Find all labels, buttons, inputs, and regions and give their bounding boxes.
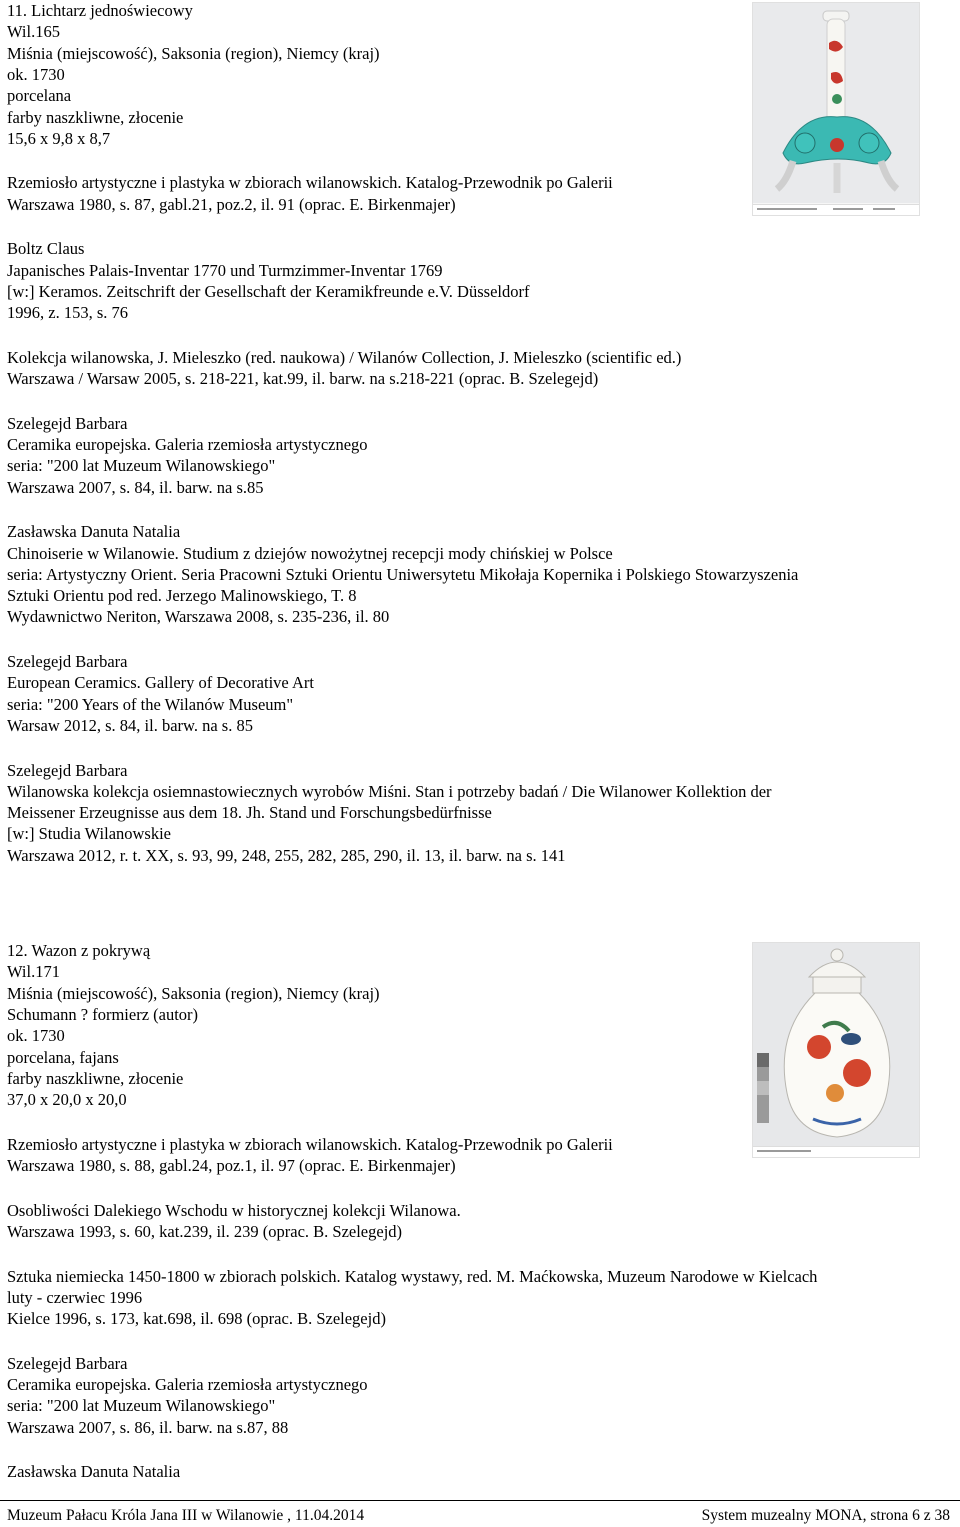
bibliography-line: Ceramika europejska. Galeria rzemiosła artystycznego	[7, 435, 368, 454]
bibliography-line: Chinoiserie w Wilanowie. Studium z dziejów nowożytnej recepcji mody chińskiej w Polsce	[7, 543, 613, 563]
object-field: porcelana	[7, 86, 72, 106]
bibliography-line: luty - czerwiec 1996	[7, 1287, 143, 1307]
bibliography-line: Szelegejd Barbara	[7, 760, 128, 780]
bibliography-line: Kolekcja wilanowska, J. Mieleszko (red. naukowa) / Wilanów Collection, J. Mieleszko (scientific ed.)	[7, 347, 682, 367]
object-field: Wil.165	[7, 22, 60, 42]
bibliography-line: seria: "200 lat Muzeum Wilanowskiego"	[7, 456, 276, 476]
candlestick-photo	[752, 2, 920, 216]
object-field: Wil.171	[7, 962, 60, 982]
object-field: Miśnia (miejscowość), Saksonia (region), Niemcy (kraj)	[7, 43, 380, 63]
vase-photo	[752, 942, 920, 1158]
bibliography-line: Warsaw 2012, s. 84, il. barw. na s. 85	[7, 715, 253, 735]
bibliography-line: Meissener Erzeugnisse aus dem 18. Jh. Stand und Forschungsbedürfnisse	[7, 803, 492, 823]
object-field: ok. 1730	[7, 1026, 65, 1046]
bibliography-line: seria: "200 lat Muzeum Wilanowskiego"	[7, 1396, 276, 1416]
object-field: farby naszkliwne, złocenie	[7, 107, 184, 127]
bibliography-line: Szelegejd Barbara	[7, 652, 128, 671]
bibliography-line: Warszawa 2012, r. t. XX, s. 93, 99, 248, 255, 282, 285, 290, il. 13, il. barw. na s. 141	[7, 845, 566, 865]
bibliography-line: Zasławska Danuta Natalia	[7, 1462, 181, 1482]
object-field: 37,0 x 20,0 x 20,0	[7, 1090, 127, 1110]
bibliography-line: Warszawa / Warsaw 2005, s. 218-221, kat.99, il. barw. na s.218-221 (oprac. B. Szelegejd)	[7, 369, 599, 389]
footer-page-info: System muzealny MONA, strona 6 z 38	[701, 1507, 950, 1524]
bibliography-line: Kielce 1996, s. 173, kat.698, il. 698 (oprac. B. Szelegejd)	[7, 1309, 386, 1329]
bibliography-line: Warszawa 2007, s. 86, il. barw. na s.87, 88	[7, 1417, 289, 1437]
object-title: 12. Wazon z pokrywą	[7, 941, 151, 960]
bibliography-line: Osobliwości Dalekiego Wschodu w historycznej kolekcji Wilanowa.	[7, 1200, 461, 1220]
bibliography-line: Szelegejd Barbara	[7, 413, 128, 433]
bibliography-line: Sztuki Orientu pod red. Jerzego Malinowskiego, T. 8	[7, 586, 357, 606]
bibliography-line: Warszawa 1980, s. 88, gabl.24, poz.1, il. 97 (oprac. E. Birkenmajer)	[7, 1156, 456, 1175]
bibliography-line: Sztuka niemiecka 1450-1800 w zbiorach polskich. Katalog wystawy, red. M. Maćkowska, Muzeum Narodowe w Kielcach	[7, 1266, 818, 1286]
footer-museum-date: Muzeum Pałacu Króla Jana III w Wilanowie , 11.04.2014	[7, 1507, 365, 1524]
bibliography-line: European Ceramics. Gallery of Decorative Art	[7, 673, 314, 693]
photo-caption-strip	[753, 1146, 919, 1157]
bibliography-line: Japanisches Palais-Inventar 1770 und Turmzimmer-Inventar 1769	[7, 260, 443, 280]
object-field: Miśnia (miejscowość), Saksonia (region), Niemcy (kraj)	[7, 983, 380, 1003]
bibliography-line: Szelegejd Barbara	[7, 1353, 128, 1373]
vase-image	[753, 943, 919, 1157]
bibliography-line: [w:] Keramos. Zeitschrift der Gesellschaft der Keramikfreunde e.V. Düsseldorf	[7, 281, 530, 301]
bibliography-line: Wilanowska kolekcja osiemnastowiecznych wyrobów Miśni. Stan i potrzeby badań / Die Wilanower Kollektion der	[7, 781, 772, 801]
bibliography-line: Ceramika europejska. Galeria rzemiosła artystycznego	[7, 1375, 368, 1394]
bibliography-line: Wydawnictwo Neriton, Warszawa 2008, s. 235-236, il. 80	[7, 607, 390, 627]
bibliography-line: Boltz Claus	[7, 239, 85, 259]
candlestick-image	[753, 3, 919, 203]
bibliography-line: Warszawa 1993, s. 60, kat.239, il. 239 (oprac. B. Szelegejd)	[7, 1221, 403, 1241]
bibliography-line: seria: "200 Years of the Wilanów Museum"	[7, 694, 294, 714]
bibliography-line: seria: Artystyczny Orient. Seria Pracowni Sztuki Orientu Uniwersytetu Mikołaja Kopernika i Polskiego Stowarzyszenia	[7, 564, 799, 584]
bibliography-line: [w:] Studia Wilanowskie	[7, 824, 172, 844]
bibliography-line: Warszawa 1980, s. 87, gabl.21, poz.2, il. 91 (oprac. E. Birkenmajer)	[7, 194, 456, 214]
object-field: farby naszkliwne, złocenie	[7, 1068, 184, 1088]
object-title: 11. Lichtarz jednoświecowy	[7, 1, 193, 20]
bibliography-line: Zasławska Danuta Natalia	[7, 522, 181, 542]
object-field: Schumann ? formierz (autor)	[7, 1004, 199, 1024]
bibliography-line: 1996, z. 153, s. 76	[7, 303, 128, 323]
photo-caption-strip	[753, 204, 919, 215]
object-field: porcelana, fajans	[7, 1047, 119, 1067]
bibliography-line: Rzemiosło artystyczne i plastyka w zbiorach wilanowskich. Katalog-Przewodnik po Galerii	[7, 173, 613, 193]
object-field: 15,6 x 9,8 x 8,7	[7, 128, 111, 148]
object-field: ok. 1730	[7, 64, 65, 84]
bibliography-line: Warszawa 2007, s. 84, il. barw. na s.85	[7, 477, 264, 497]
footer-rule	[0, 1500, 960, 1501]
bibliography-line: Rzemiosło artystyczne i plastyka w zbiorach wilanowskich. Katalog-Przewodnik po Galerii	[7, 1134, 613, 1154]
